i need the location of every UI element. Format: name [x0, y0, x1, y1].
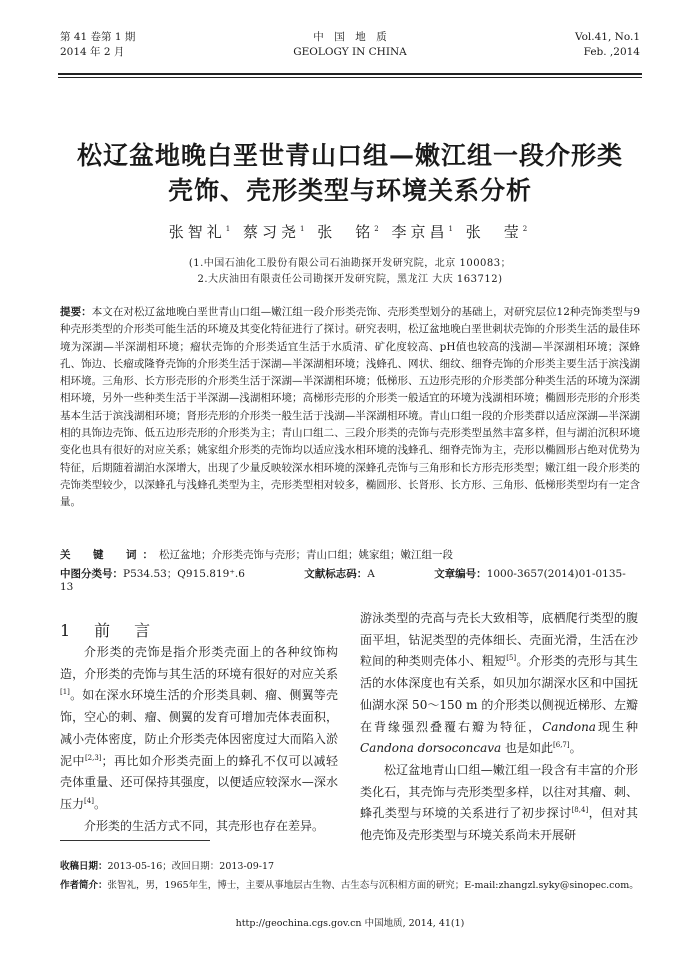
abstract-label: 提要： — [60, 306, 92, 318]
citation[interactable]: [1] — [60, 688, 70, 697]
issue-date: 2014 年 2 月 — [60, 46, 125, 58]
journal-name — [60, 30, 640, 60]
citation[interactable]: [5] — [506, 654, 517, 663]
document-code: 文献标志码：A — [304, 568, 375, 580]
paragraph: 松辽盆地青山口组—嫩江组一段含有丰富的介形类化石，其壳饰与壳形类型多样，以往对其瘤、刺、蜂孔类型与环境的关系进行了初步探讨[8,4]，但对其他壳饰及壳形类型与环境关系尚未开展研 — [360, 762, 638, 843]
journal-name-en: GEOLOGY IN CHINA — [293, 46, 407, 58]
affiliation-2: 2.大庆油田有限责任公司勘探开发研究院，黑龙江 大庆 163712) — [197, 274, 503, 285]
paragraph: 介形类的壳饰是指介形类壳面上的各种纹饰构造，介形类的壳饰与其生活的环境有很好的对应关系[1]。如在深水环境生活的介形类具刺、瘤、侧翼等壳饰，空心的刺、瘤、侧翼的发育可增加壳体表面积，减小壳体密度，防止介形类壳体因密度过大而陷入淤泥中[2,3]；再比如介形类壳面上的蜂孔不仅可以减轻壳体重量、还可保持其强度，以便适应较深水—深水压力[4]。 — [60, 645, 338, 811]
keywords-label: 关 键 词： — [60, 549, 159, 561]
author: 蔡习尧$^1$ — [242, 223, 309, 241]
paragraph: 游泳类型的壳高与壳长大致相等，底栖爬行类型的腹面平坦，钻泥类型的壳体细长、壳面光滑，生活在沙粒间的种类则壳体小、粗短[5]。介形类的壳形与其生活的水体深度也有关系，如贝加尔湖深水区和中国抚仙湖水深 50～150 m 的介形类以侧视近梯形、左瓣在背缘强烈叠覆右瓣为特征，Candona现生种 Candona dorsoconcava 也是如此[6,7]。 — [360, 611, 638, 756]
volume-issue: 第 41 卷第 1 期 — [60, 31, 136, 43]
running-header — [60, 30, 640, 70]
citation[interactable]: [8,4] — [571, 806, 589, 815]
header-rule-thick — [58, 73, 642, 75]
author: 张 莹$^2$ — [465, 223, 532, 241]
author: 张智礼$^1$ — [168, 223, 235, 241]
classification-info — [60, 566, 640, 593]
title-line-2: 壳饰、壳形类型与环境关系分析 — [167, 176, 532, 205]
issue-info-en — [575, 30, 640, 60]
header-rule-thin — [58, 77, 642, 78]
author: 张 铭$^2$ — [317, 223, 383, 241]
title-line-1: 松辽盆地晚白垩世青山口组—嫩江组一段介形类 — [76, 141, 623, 170]
volume-issue-en: Vol.41, No.1 — [574, 31, 640, 43]
citation[interactable]: [6,7] — [553, 741, 570, 750]
page-footer: http://geochina.cgs.gov.cn 中国地质, 2014, 41(1) — [235, 918, 465, 929]
paper-title — [40, 138, 660, 208]
paragraph: 介形类的生活方式不同，其壳形也存在差异。 — [84, 818, 325, 833]
citation[interactable]: [4] — [84, 796, 94, 805]
footnote-author: 作者简介：张智礼，男，1965年生，博士，主要从事地层古生物、古生态与沉积相方面的研究；E-mail:zhangzl.syky@sinopec.com。 — [60, 880, 639, 891]
footnote-received: 收稿日期：2013-05-16；改回日期：2013-09-17 — [60, 861, 275, 872]
body-column-left — [60, 642, 338, 837]
issue-date-en: Feb. ,2014 — [583, 46, 640, 58]
taxon-name: Candona dorsoconcava — [360, 741, 502, 756]
keywords — [60, 547, 640, 562]
author: 李京昌$^1$ — [391, 223, 457, 241]
keywords-text: 松辽盆地；介形类壳饰与壳形；青山口组；姚家组；嫩江组一段 — [159, 549, 453, 561]
taxon-name: Candona — [542, 719, 596, 734]
citation[interactable]: [2,3] — [84, 753, 102, 762]
abstract-text: 本文在对松辽盆地晚白垩世青山口组—嫩江组一段介形类壳饰、壳形类型划分的基础上，对研究层位12种壳饰类型与9种壳形类型的介形类可能生活的环境及其变化特征进行了探讨。研究表明，松辽盆地晚白垩世刺状壳饰的介形类生活的最佳环境为深湖—半深湖相环境；瘤状壳饰的介形类适宜生活于水质清、矿化度较高、pH值也较高的浅湖—半深湖相环境；深蜂孔、饰边、长瘤或隆脊壳饰的介形类生活于深湖—半深湖相环境；浅蜂孔、网状、细纹、细脊壳饰的介形类主要生活于滨浅湖相环境。三角形、长方形壳形的介形类生活于深湖—半深湖相环境；低梯形、五边形壳形的介形类部分种类生活的环境为深湖相环境，另外一些种类生活于半深湖—浅湖相环境；高梯形壳形的介形类一般适宜的环境为浅湖相环境；椭圆形壳形的介形类基本生活于滨浅湖相环境；肾形壳形的介形类一般生活于浅湖—半深湖相环境。青山口组一段的介形类群以适应深湖—半深湖相的具饰边壳饰、低五边形壳形的介形类为主；青山口组二、三段介形类的壳饰与壳形类型虽然丰富多样，但与湖泊沉积环境变化也具有很好的对应关系；姚家组介形类的壳饰均以适应浅水相环境的浅蜂孔、细脊壳饰为主，壳形以椭圆形占绝对优势为特征，后期随着湖泊水深增大，出现了少量反映较深水相环境的深蜂孔壳饰与三角形和长方形壳形类型；嫩江组一段介形类的壳饰类型较少，以深蜂孔与浅蜂孔类型为主，壳形类型相对较多，椭圆形、长肾形、长方形、三角形、低梯形类型均有一定含量。 — [60, 306, 641, 509]
article-number: 文章编号：1000-3657(2014)01-0135-13 — [60, 568, 626, 593]
author-list — [60, 221, 640, 242]
footnote-rule — [60, 840, 210, 841]
journal-name-cn: 中 国 地 质 — [313, 31, 387, 43]
body-column-right — [360, 608, 638, 847]
section-heading-introduction: 1 前 言 — [60, 621, 155, 640]
affiliation-1: (1.中国石油化工股份有限公司石油勘探开发研究院，北京 100083； — [188, 258, 512, 269]
abstract — [60, 304, 640, 512]
clc-number: 中图分类号：P534.53；Q915.819⁺.6 — [60, 568, 245, 580]
